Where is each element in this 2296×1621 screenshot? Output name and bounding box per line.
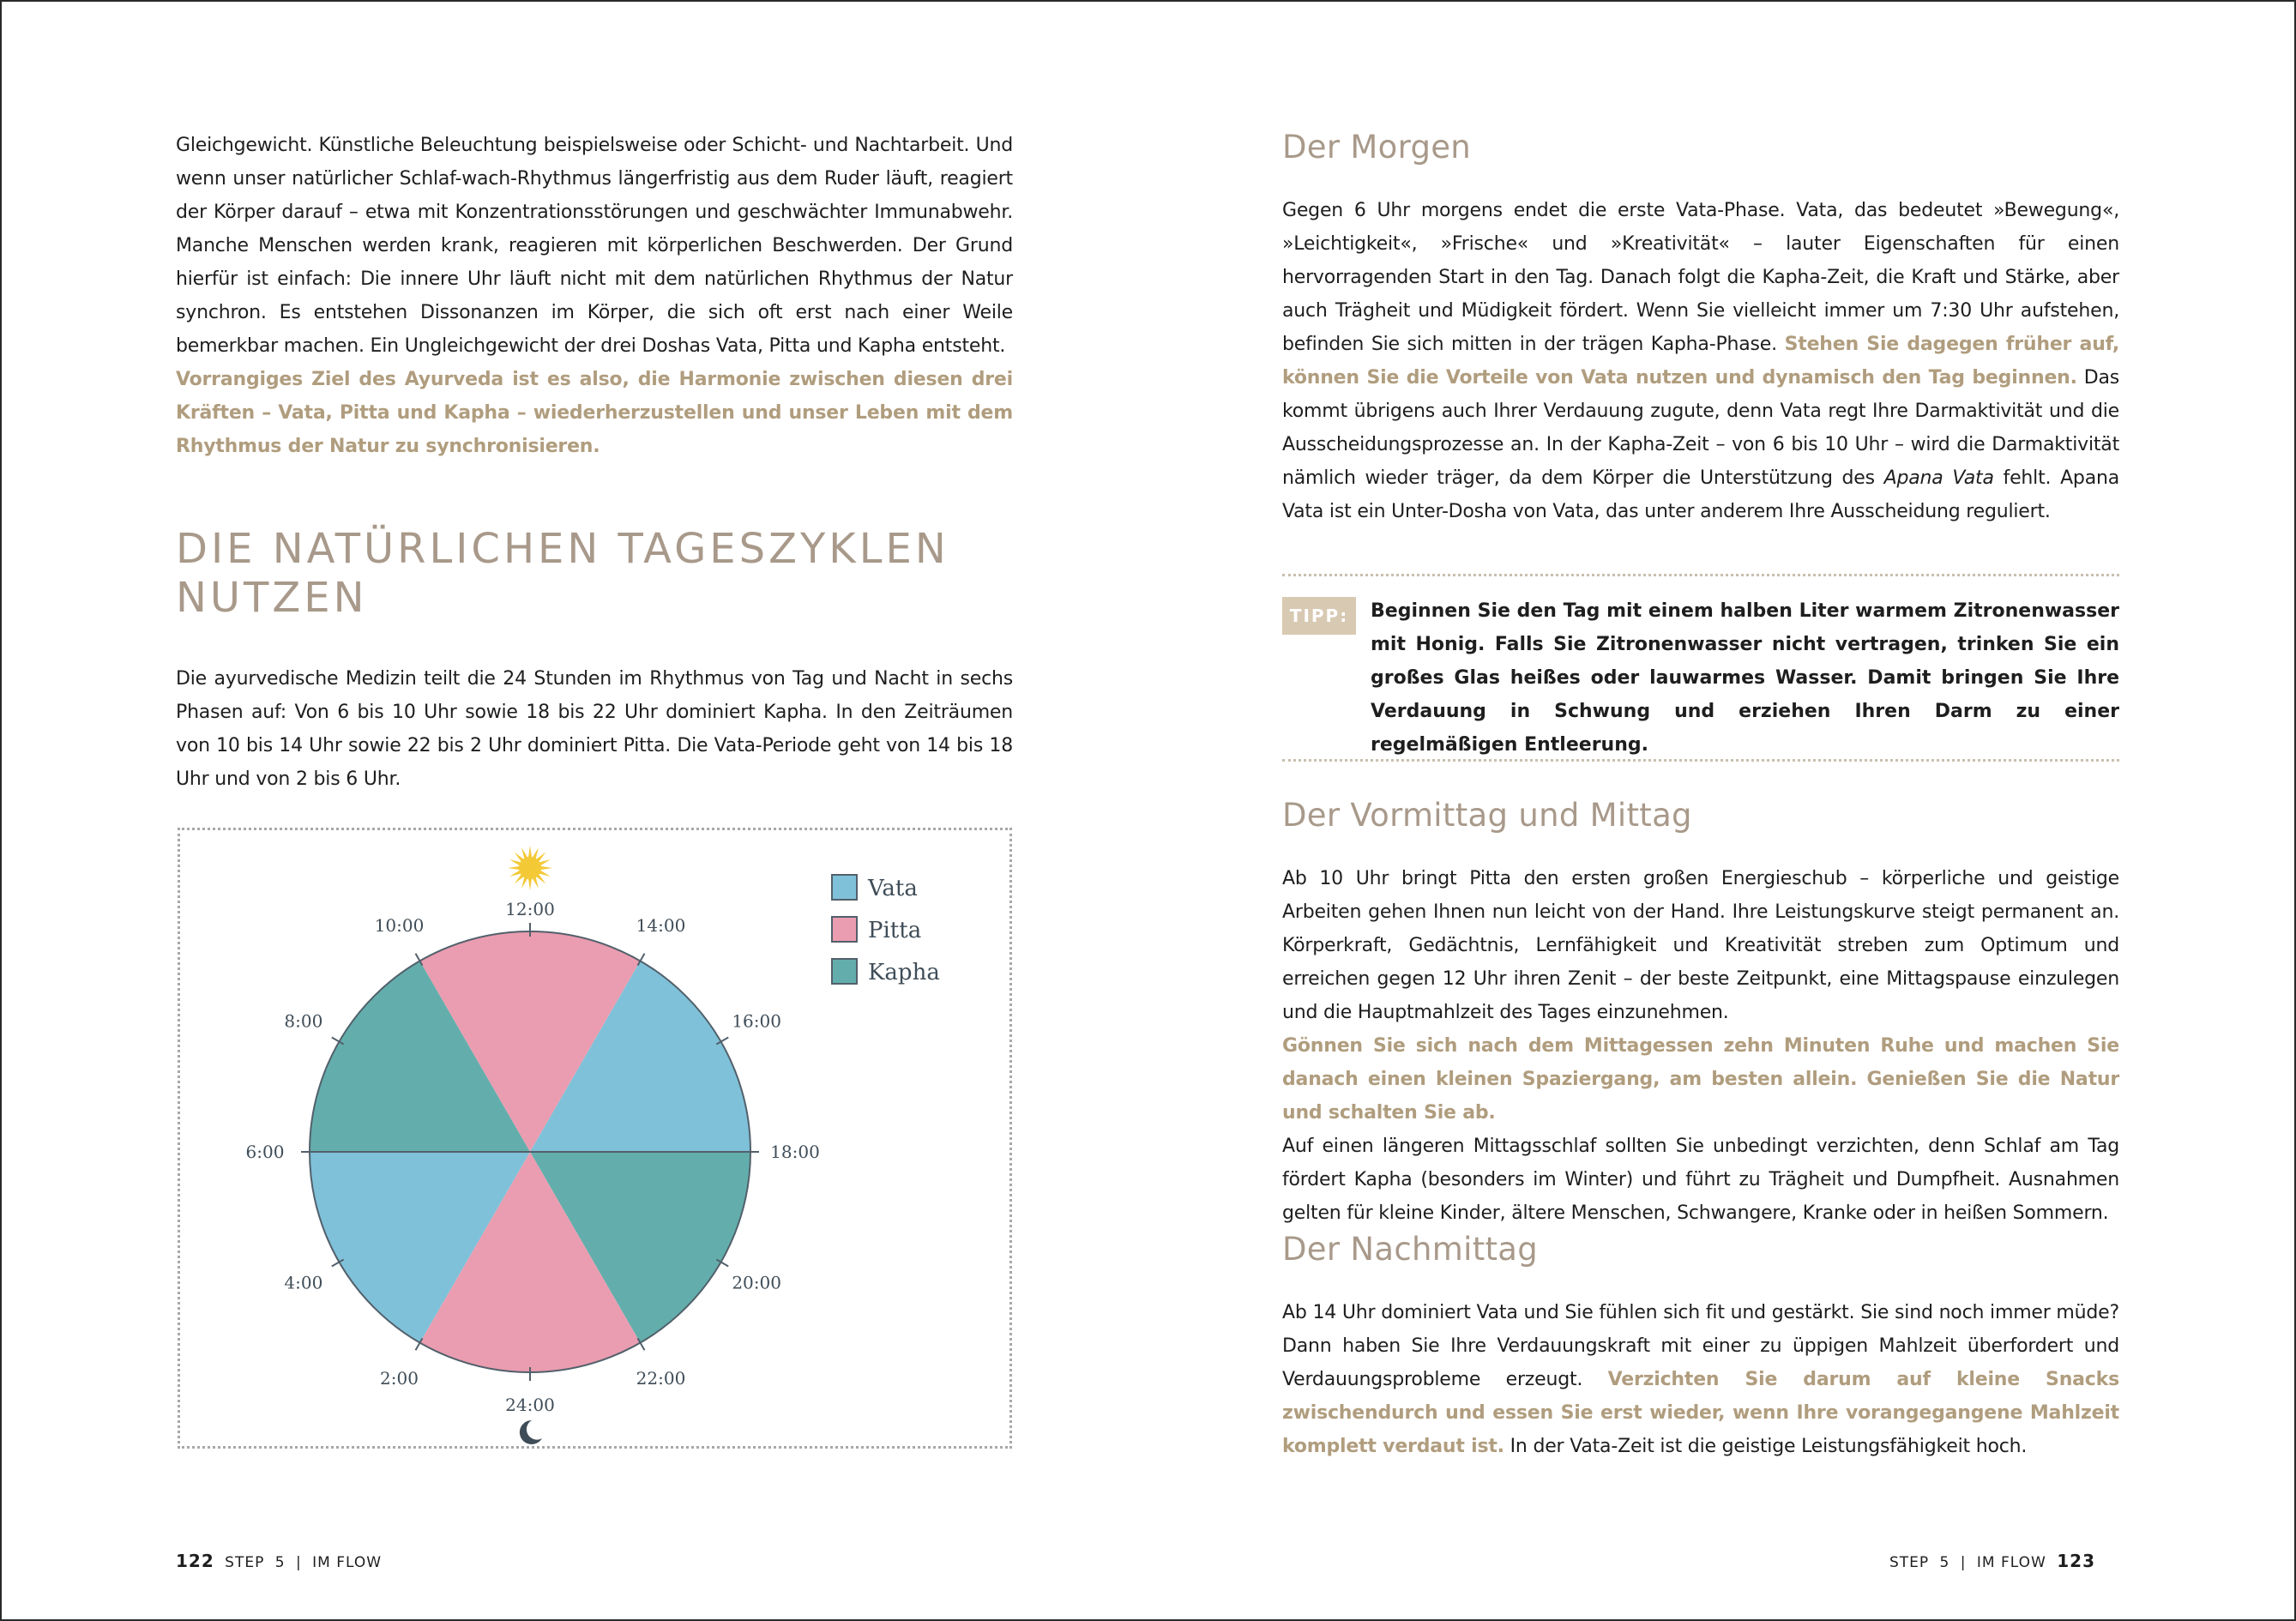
afternoon-paragraph bbox=[1282, 1296, 2119, 1463]
dosha-clock-svg bbox=[180, 830, 1009, 1446]
hour-label: 18:00 bbox=[770, 1142, 820, 1162]
morning-text-a: Gegen 6 Uhr morgens endet die erste Vata-Phase. Vata, das bedeutet »Bewegung«, »Leichtigkeit«, »Frische« und »Kreativität« – lauter Eigenschaften für einen hervorragenden Start in den Tag. Danach folgt die Kapha-Zeit, die Kraft und Stärke, aber auch Trägheit und Müdigkeit fördert. Wenn Sie vielleicht immer um 7:30 Uhr aufstehen, befinden Sie sich mitten in der trägen Kapha-Phase. bbox=[1282, 200, 2119, 355]
footer-left bbox=[176, 1551, 387, 1571]
cycles-section bbox=[176, 662, 1013, 796]
hour-label: 8:00 bbox=[284, 1010, 323, 1032]
footer-section: IM FLOW bbox=[312, 1554, 383, 1571]
tip-text: Beginnen Sie den Tag mit einem halben Liter warmem Zitronenwasser mit Honig. Falls Sie Zitronenwasser nicht vertragen, trinken Sie ein großes Glas heißes oder lauwarmes Wasser. Damit bringen Sie Ihre Verdauung in Schwung und erziehen Ihren Darm zu einer regelmäßigen Entleerung. bbox=[1371, 600, 2119, 756]
midday-section bbox=[1282, 862, 2119, 1230]
morning-text-c: fehlt. Apana Vata ist ein Unter-Dosha von Vata, das unter anderem Ihre Ausscheidung reguliert. bbox=[1282, 467, 2119, 522]
hour-label: 20:00 bbox=[732, 1272, 781, 1293]
footer-step: STEP bbox=[225, 1554, 265, 1571]
footer-separator: | bbox=[1960, 1554, 1967, 1571]
morning-heading: Der Morgen bbox=[1282, 129, 1472, 166]
footer-step-number: 5 bbox=[274, 1554, 286, 1571]
morning-highlight: Stehen Sie dagegen früher auf, können Sie die Vorteile von Vata nutzen und dynamisch den Tag beginnen. bbox=[1282, 334, 2119, 389]
footer-separator: | bbox=[295, 1554, 302, 1571]
midday-heading: Der Vormittag und Mittag bbox=[1282, 797, 1692, 834]
morning-paragraph bbox=[1282, 194, 2119, 528]
intro-highlight: Vorrangiges Ziel des Ayurveda ist es also, die Harmonie zwischen diesen drei Kräften – Vata, Pitta und Kapha – wiederherzustellen und unser Leben mit dem Rhythmus der Natur zu synchronisieren. bbox=[176, 369, 1013, 457]
morning-italic: Apana Vata bbox=[1883, 467, 1994, 489]
cycles-paragraph: Die ayurvedische Medizin teilt die 24 Stunden im Rhythmus von Tag und Nacht in sechs Phasen auf: Von 6 bis 10 Uhr sowie 18 bis 22 Uhr dominiert Kapha. In den Zeiträumen von 10 bis 14 Uhr sowie 22 bis 2 Uhr dominiert Pitta. Die Vata-Periode geht von 14 bis 18 Uhr und von 2 bis 6 Uhr. bbox=[176, 668, 1013, 790]
footer-step: STEP bbox=[1889, 1554, 1930, 1571]
hour-label: 2:00 bbox=[380, 1368, 419, 1389]
midday-highlight: Gönnen Sie sich nach dem Mittagessen zehn Minuten Ruhe und machen Sie danach einen kleinen Spaziergang, am besten allein. Genießen Sie die Natur und schalten Sie ab. bbox=[1282, 1035, 2119, 1124]
footer-step-number: 5 bbox=[1939, 1554, 1950, 1571]
tip-badge: TIPP: bbox=[1282, 597, 1356, 635]
midday-text-b: Auf einen längeren Mittagsschlaf sollten Sie unbedingt verzichten, denn Schlaf am Tag fördert Kapha (besonders im Winter) und führt zu Trägheit und Dumpfheit. Ausnahmen gelten für kleine Kinder, ältere Menschen, Schwangere, Kranke oder in heißen Sommern. bbox=[1282, 1136, 2119, 1224]
hour-label: 12:00 bbox=[505, 899, 555, 919]
morning-text-b: Das kommt übrigens auch Ihrer Verdauung zugute, denn Vata regt Ihre Darmaktivität und die Ausscheidungsprozesse an. In der Kapha-Zeit – von 6 bis 10 Uhr – wird die Darmaktivität nämlich wieder träger, da dem Körper die Unterstützung des bbox=[1282, 367, 2120, 489]
hour-label: 22:00 bbox=[636, 1368, 686, 1389]
intro-paragraph bbox=[176, 129, 1013, 463]
midday-text: Ab 10 Uhr bringt Pitta den ersten großen Energieschub – körperliche und geistige Arbeiten gehen Ihnen nun leicht von der Hand. Ihre Leistungskurve steigt permanent an. Körperkraft, Gedächtnis, Lernfähigkeit und Kreativität streben zum Optimum und erreichen gegen 12 Uhr ihren Zenit – der beste Zeitpunkt, eine Mittagspause einzulegen und die Hauptmahlzeit des Tages einzunehmen. bbox=[1282, 868, 2119, 1023]
page-number: 123 bbox=[2057, 1551, 2095, 1571]
afternoon-section bbox=[1282, 1296, 2119, 1463]
hour-label: 6:00 bbox=[245, 1142, 285, 1162]
legend-swatch-vata bbox=[832, 875, 857, 900]
section-title-line1: DIE NATÜRLICHEN TAGESZYKLEN bbox=[176, 525, 949, 573]
footer-section: IM FLOW bbox=[1976, 1554, 2046, 1571]
hour-label: 24:00 bbox=[505, 1395, 555, 1415]
intro-section bbox=[176, 129, 1013, 463]
afternoon-highlight: Verzichten Sie darum auf kleine Snacks zwischendurch und essen Sie erst wieder, wenn Ihre vorangegangene Mahlzeit komplett verdaut ist. bbox=[1282, 1369, 2119, 1457]
legend-label-kapha: Kapha bbox=[868, 960, 940, 985]
intro-text: Gleichgewicht. Künstliche Beleuchtung beispielsweise oder Schicht- und Nachtarbeit. Und wenn unser natürlicher Schlaf-wach-Rhythmus längerfristig aus dem Ruder läuft, reagiert der Körper darauf – etwa mit Konzentrationsstörungen und geschwächter Immunabwehr. Manche Menschen werden krank, reagieren mit körperlichen Beschwerden. Der Grund hierfür ist einfach: Die innere Uhr läuft nicht mit dem natürlichen Rhythmus der Natur synchron. Es entstehen Dissonanzen im Körper, die sich oft erst nach einer Weile bemerkbar machen. Ein Ungleichgewicht der drei Doshas Vata, Pitta und Kapha entsteht. bbox=[176, 135, 1013, 357]
legend-swatch-pitta bbox=[832, 917, 857, 942]
footer-right bbox=[1889, 1551, 2100, 1571]
legend-label-vata: Vata bbox=[868, 876, 918, 901]
afternoon-text-a: Ab 14 Uhr dominiert Vata und Sie fühlen sich fit und gestärkt. Sie sind noch immer müde? Dann haben Sie Ihre Verdauungskraft mit einer zu üppigen Mahlzeit überfordert und Verdauungsprobleme erzeugt. bbox=[1282, 1302, 2119, 1390]
midday-paragraph bbox=[1282, 862, 2119, 1230]
hour-label: 4:00 bbox=[284, 1272, 323, 1293]
page-number: 122 bbox=[176, 1551, 214, 1571]
hour-label: 10:00 bbox=[374, 914, 425, 936]
legend-swatch-kapha bbox=[832, 959, 857, 984]
section-title-line2: NUTZEN bbox=[176, 574, 368, 622]
sun-icon bbox=[508, 846, 552, 890]
legend-label-pitta: Pitta bbox=[868, 918, 922, 943]
section-title bbox=[176, 525, 1013, 623]
afternoon-text-b: In der Vata-Zeit ist die geistige Leistungsfähigkeit hoch. bbox=[1504, 1436, 2028, 1457]
hour-label: 14:00 bbox=[636, 914, 686, 936]
hour-label: 16:00 bbox=[732, 1010, 781, 1032]
afternoon-heading: Der Nachmittag bbox=[1282, 1231, 1539, 1268]
moon-icon bbox=[520, 1420, 542, 1444]
tip-box bbox=[1282, 574, 2119, 762]
morning-section bbox=[1282, 194, 2119, 528]
dosha-clock-chart bbox=[178, 828, 1012, 1449]
